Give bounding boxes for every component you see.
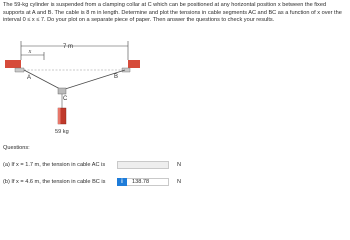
point-b-label: B [114,74,119,80]
cable-bc [62,70,125,90]
question-b-text: (b) If x = 4.6 m, the tension in cable BC is [3,179,106,185]
collar-c [58,88,66,94]
answer-b-input[interactable]: 138.78 [117,178,169,186]
answer-a-input[interactable] [117,161,169,169]
problem-statement: The 59-kg cylinder is suspended from a clamping collar at C which can be positioned at any horizontal position x between the fixed supports at A and B. The cable is 8 m in length. Determine and plot the tensions in cable segments AC and BC as a function of x over the interval 0 ≤ x ≤ 7. Do your plot on a separate piece of paper. Then answer the questions to check your results. [3,2,342,24]
info-icon[interactable]: i [117,178,127,186]
x-label: x [28,49,32,55]
support-b-wall [128,60,140,68]
answer-a-unit: N [177,162,182,168]
span-label: 7 m [62,44,74,50]
support-a-wall [5,60,21,68]
answer-b-unit: N [177,179,182,185]
point-c-label: C [63,96,68,102]
point-a-label: A [27,75,32,81]
cable-figure [0,38,140,140]
question-a-text: (a) If x = 1.7 m, the tension in cable AC is [3,162,106,168]
questions-heading: Questions: [3,145,30,151]
mass-label: 59 kg [55,129,69,135]
